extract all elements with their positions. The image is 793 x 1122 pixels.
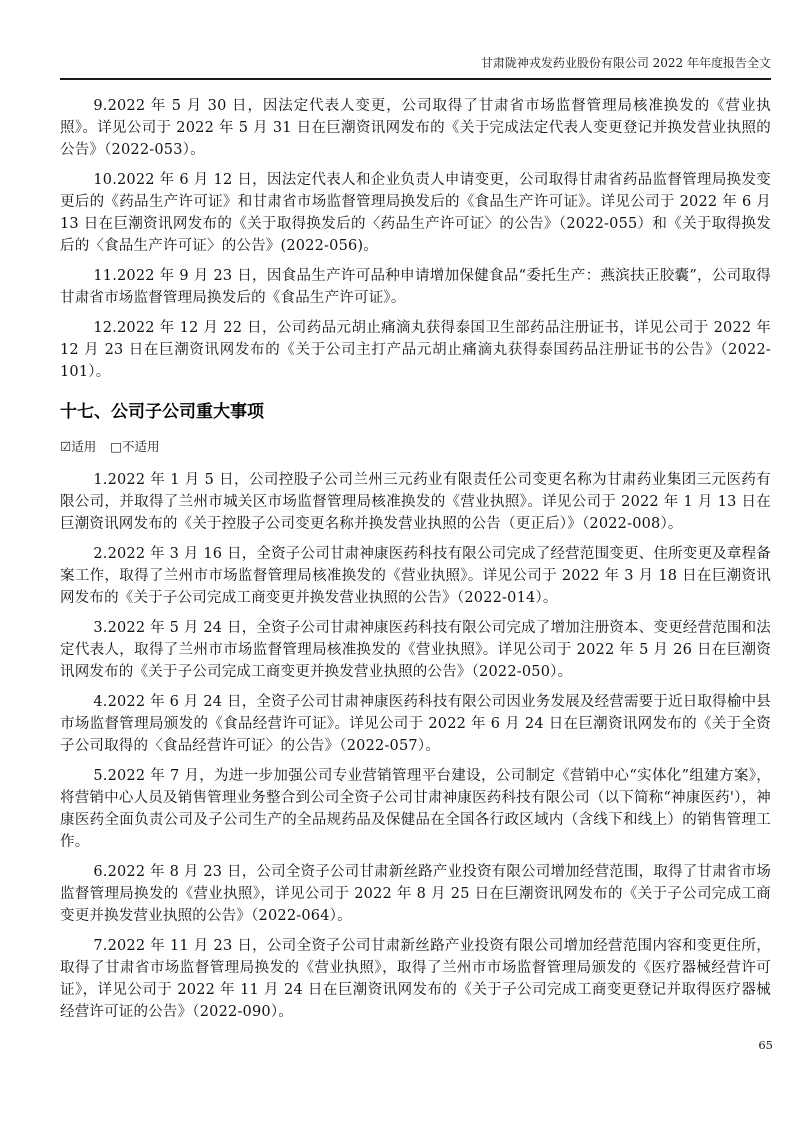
section-heading: 十七、公司子公司重大事项 — [60, 402, 264, 422]
subsidiary-paragraph-2: 2.2022 年 3 月 16 日，全资子公司甘肃神康医药科技有限公司完成了经营范围变更、住所变更及章程备案工作，取得了兰州市市场监督管理局核准换发的《营业执照》。详见公司于 2022 年 3 月 18 日在巨潮资讯网发布的《关于子公司完成工商变更并换发营业执照的公告》（2022-014）。 — [60, 546, 771, 606]
subsidiary-paragraph-4: 4.2022 年 6 月 24 日，全资子公司甘肃神康医药科技有限公司因业务发展及经营需要于近日取得榆中县市场监督管理局颁发的《食品经营许可证》。详见公司于 2022 年 6 月 24 日在巨潮资讯网发布的《关于全资子公司取得的〈食品经营许可证〉的公告》（2022-057）。 — [60, 694, 771, 754]
subsidiary-paragraph-5: 5.2022 年 7 月，为进一步加强公司专业营销管理平台建设，公司制定《营销中心“实体化”组建方案》，将营销中心人员及销售管理业务整合到公司全资子公司甘肃神康医药科技有限公司（以下简称“神康医药'），神康医药全面负责公司及子公司生产的全品规药品及保健品在全国各行政区域内（含线下和线上）的销售管理工作。 — [60, 768, 771, 850]
document-body — [60, 95, 771, 1023]
subsidiary-paragraph-6: 6.2022 年 8 月 23 日，公司全资子公司甘肃新丝路产业投资有限公司增加经营范围，取得了甘肃省市场监督管理局换发的《营业执照》，详见公司于 2022 年 8 月 25 日在巨潮资讯网发布的《关于子公司完成工商变更并换发营业执照的公告》（2022-064）。 — [60, 864, 771, 924]
not-applicable-checkbox: □不适用 — [110, 439, 160, 454]
applicable-checkbox: ☑适用 — [60, 439, 97, 454]
applicability-row — [60, 439, 771, 455]
page-header-title: 甘肃陇神戎发药业股份有限公司 2022 年年度报告全文 — [480, 56, 771, 70]
paragraph-item-11: 11.2022 年 9 月 23 日，因食品生产许可品种申请增加保健食品“委托生产：燕滨扶正胶囊”，公司取得甘肃省市场监督管理局换发后的《食品生产许可证》。 — [60, 268, 771, 306]
subsidiary-paragraph-7: 7.2022 年 11 月 23 日，公司全资子公司甘肃新丝路产业投资有限公司增加经营范围内容和变更住所，取得了甘肃省市场监督管理局换发的《营业执照》，取得了兰州市市场监督管理局颁发的《医疗器械经营许可证》，详见公司于 2022 年 11 月 24 日在巨潮资讯网发布的《关于子公司完成工商变更登记并取得医疗器械经营许可证的公告》（2022-090）。 — [60, 938, 771, 1020]
paragraph-item-9: 9.2022 年 5 月 30 日，因法定代表人变更，公司取得了甘肃省市场监督管理局核准换发的《营业执照》。详见公司于 2022 年 5 月 31 日在巨潮资讯网发布的《关于完成法定代表人变更登记并换发营业执照的公告》（2022-053）。 — [60, 98, 771, 158]
paragraph-item-10: 10.2022 年 6 月 12 日，因法定代表人和企业负责人申请变更，公司取得甘肃省药品监督管理局换发变更后的《药品生产许可证》和甘肃省市场监督管理局换发后的《食品生产许可证》。详见公司于 2022 年 6 月 13 日在巨潮资讯网发布的《关于取得换发后的〈药品生产许可证〉的公告》（2022-055）和《关于取得换发后的〈食品生产许可证〉的公告》(2022-056)。 — [60, 172, 771, 254]
page-header — [60, 56, 771, 80]
page-number: 65 — [758, 1038, 773, 1052]
paragraph-item-12: 12.2022 年 12 月 22 日，公司药品元胡止痛滴丸获得泰国卫生部药品注册证书，详见公司于 2022 年 12 月 23 日在巨潮资讯网发布的《关于公司主打产品元胡止痛滴丸获得泰国药品注册证书的公告》（2022-101）。 — [60, 320, 771, 380]
subsidiary-paragraph-3: 3.2022 年 5 月 24 日，全资子公司甘肃神康医药科技有限公司完成了增加注册资本、变更经营范围和法定代表人，取得了兰州市市场监督管理局核准换发的《营业执照》。详见公司于 2022 年 5 月 26 日在巨潮资讯网发布的《关于子公司完成工商变更并换发营业执照的公告》（2022-050）。 — [60, 620, 771, 680]
subsidiary-paragraph-1: 1.2022 年 1 月 5 日，公司控股子公司兰州三元药业有限责任公司变更名称为甘肃药业集团三元医药有限公司，并取得了兰州市城关区市场监督管理局核准换发的《营业执照》。详见公司于 2022 年 1 月 13 日在巨潮资讯网发布的《关于控股子公司变更名称并换发营业执照的公告（更正后）》（2022-008）。 — [60, 472, 771, 532]
